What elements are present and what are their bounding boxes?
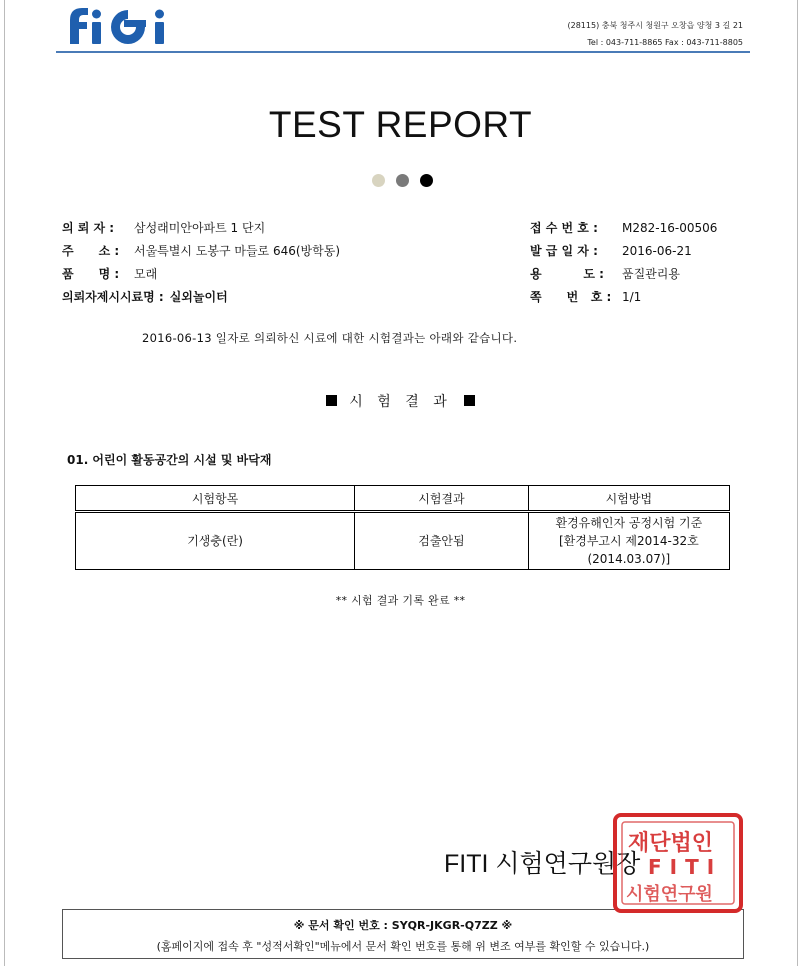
product-row <box>62 263 340 286</box>
address-value: 서울특별시 도봉구 마들로 646(방학동) <box>134 244 341 258</box>
cell-test-method <box>528 512 729 570</box>
svg-text:시험연구원: 시험연구원 <box>626 884 713 905</box>
verification-number: ※ 문서 확인 번호 : SYQR-JKGR-Q7ZZ ※ <box>293 919 513 932</box>
client-row <box>62 217 340 240</box>
method-line-3: (2014.03.07)] <box>587 552 671 566</box>
page-number-value: 1/1 <box>622 290 642 304</box>
receipt-number-row <box>530 217 717 240</box>
section-heading <box>0 391 801 411</box>
official-seal-stamp <box>612 812 744 914</box>
intro-text: 2016-06-13 일자로 의뢰하신 시료에 대한 시험결과는 아래와 같습니다. <box>142 331 518 345</box>
receipt-info <box>530 217 717 309</box>
purpose-row <box>530 263 717 286</box>
section-title: 시 험 결 과 <box>349 394 452 410</box>
verification-note: (홈페이지에 접속 후 "성적서확인"메뉴에서 문서 확인 번호를 통해 위 변조 여부를 확인할 수 있습니다.) <box>156 940 650 953</box>
receipt-number-value: M282-16-00506 <box>622 221 718 235</box>
issue-date-row <box>530 240 717 263</box>
table-header-row <box>76 486 730 512</box>
completion-note: ** 시험 결과 기록 완료 ** <box>335 594 466 607</box>
issue-date-value: 2016-06-21 <box>622 244 692 258</box>
signer-name: FITI 시험연구원장 <box>444 850 641 878</box>
issue-date-label: 발 급 일 자 : <box>530 244 598 258</box>
square-bullet-icon <box>326 395 337 406</box>
fiti-logo <box>62 0 192 46</box>
receipt-number-label: 접 수 번 호 : <box>530 221 598 235</box>
client-value: 삼성래미안아파트 1 단지 <box>134 221 266 235</box>
header-test-result: 시험결과 <box>355 486 529 512</box>
sample-name-label: 의뢰자제시시료명 : <box>62 290 164 304</box>
sample-name-value: 실외놀이터 <box>169 290 228 304</box>
dot-beige <box>372 174 385 187</box>
purpose-value: 품질관리용 <box>622 267 680 281</box>
header-divider <box>56 51 750 53</box>
svg-text:재단법인: 재단법인 <box>628 831 714 856</box>
results-table <box>75 485 730 570</box>
square-bullet-icon <box>464 395 475 406</box>
purpose-label: 용 도 : <box>530 267 604 281</box>
sample-name-row <box>62 286 340 309</box>
table-row <box>76 512 730 570</box>
header-address: (28115) 충북 청주시 청원구 오창읍 양청 3 길 21 <box>567 21 743 30</box>
dot-gray <box>396 174 409 187</box>
product-value: 모래 <box>134 267 158 281</box>
header-address-block <box>568 17 744 51</box>
client-label: 의 뢰 자 : <box>62 221 115 235</box>
cell-test-item: 기생충(란) <box>76 512 355 570</box>
header-test-item: 시험항목 <box>76 486 355 512</box>
method-line-2: [환경부고시 제2014-32호 <box>558 534 699 548</box>
report-title: TEST REPORT <box>268 104 533 145</box>
dot-black <box>420 174 433 187</box>
client-info <box>62 217 340 309</box>
page-number-row <box>530 286 717 309</box>
address-label: 주 소 : <box>62 244 120 258</box>
title-dots <box>372 174 442 188</box>
method-line-1: 환경유해인자 공정시험 기준 <box>555 516 703 530</box>
header-contact: Tel : 043-711-8865 Fax : 043-711-8805 <box>587 38 743 47</box>
page-number-label: 쪽 번 호 : <box>530 290 612 304</box>
address-row <box>62 240 340 263</box>
header-test-method: 시험방법 <box>528 486 729 512</box>
cell-test-result: 검출안됨 <box>355 512 529 570</box>
product-label: 품 명 : <box>62 267 120 281</box>
subsection-title: 01. 어린이 활동공간의 시설 및 바닥재 <box>67 453 272 467</box>
svg-text:FITI: FITI <box>648 855 723 879</box>
verification-footer <box>62 909 744 959</box>
